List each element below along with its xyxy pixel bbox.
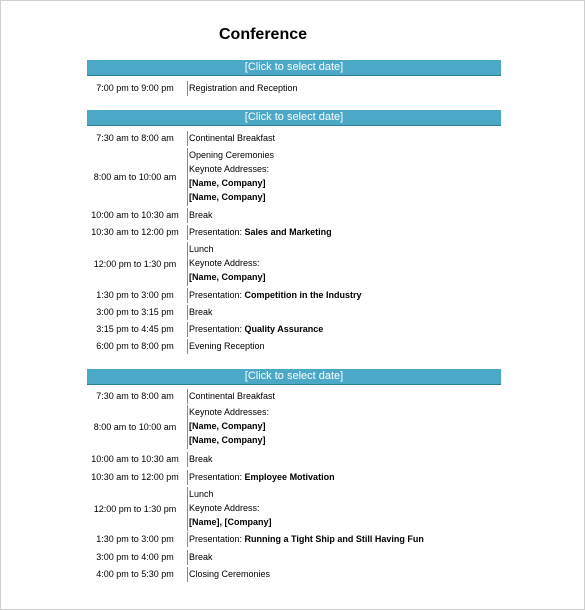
schedule-row xyxy=(87,389,501,404)
activity-line: Lunch xyxy=(189,244,214,254)
activity-bold-text: Quality Assurance xyxy=(244,324,324,334)
activity-line: Presentation: Sales and Marketing xyxy=(189,227,332,237)
schedule-row xyxy=(87,131,501,146)
activity-line xyxy=(188,190,274,204)
time-slot: 7:00 pm to 9:00 pm xyxy=(96,83,174,93)
time-slot: 12:00 pm to 1:30 pm xyxy=(93,503,177,514)
schedule-row xyxy=(87,567,501,582)
activity-line: Evening Reception xyxy=(189,341,265,351)
activity-line: Break xyxy=(189,552,213,562)
activity-line xyxy=(188,176,274,190)
day-date-header[interactable]: [Click to select date] xyxy=(87,110,501,126)
activity-bold-text: [Name, Company] xyxy=(189,272,266,282)
activity-line xyxy=(188,433,269,447)
time-slot: 1:30 pm to 3:00 pm xyxy=(96,290,174,300)
activity-cell xyxy=(187,81,298,96)
time-slot: 3:15 pm to 4:45 pm xyxy=(96,324,174,334)
activity-cell xyxy=(187,148,274,206)
activity-bold-text: [Name, Company] xyxy=(189,178,266,188)
time-slot: 3:00 pm to 4:00 pm xyxy=(96,552,174,562)
activity-line: Break xyxy=(189,454,213,464)
time-slot: 1:30 pm to 3:00 pm xyxy=(96,534,174,544)
activity-line: Keynote Address: xyxy=(189,258,260,268)
activity-line: Opening Ceremonies xyxy=(189,150,275,160)
time-slot: 10:00 am to 10:30 am xyxy=(91,210,179,220)
activity-line xyxy=(188,515,272,529)
activity-bold-text: [Name, Company] xyxy=(189,421,266,431)
time-slot: 6:00 pm to 8:00 pm xyxy=(96,341,174,351)
activity-line: Keynote Addresses: xyxy=(189,164,270,174)
activity-cell xyxy=(187,305,213,320)
time-slot: 3:00 pm to 3:15 pm xyxy=(96,307,174,317)
activity-bold-text: Sales and Marketing xyxy=(244,227,332,237)
activity-line: Presentation: Employee Motivation xyxy=(189,472,335,482)
schedule-row xyxy=(87,242,501,286)
page-title: Conference xyxy=(218,26,308,43)
activity-cell xyxy=(187,288,362,303)
schedule-row xyxy=(87,148,501,206)
activity-cell xyxy=(187,242,266,286)
activity-cell xyxy=(187,389,275,404)
activity-line: Continental Breakfast xyxy=(189,391,276,401)
activity-line: Presentation: Running a Tight Ship and Still Having Fun xyxy=(189,534,424,544)
activity-cell xyxy=(187,225,332,240)
time-slot: 4:00 pm to 5:30 pm xyxy=(96,569,174,579)
schedule-row xyxy=(87,225,501,240)
time-slot: 8:00 am to 10:00 am xyxy=(93,421,177,432)
activity-cell xyxy=(187,131,275,146)
activity-line: Break xyxy=(189,307,213,317)
activity-bold-text: Competition in the Industry xyxy=(244,290,362,300)
schedule-row xyxy=(87,487,501,531)
activity-line: Presentation: Competition in the Industry xyxy=(189,290,362,300)
schedule-row xyxy=(87,339,501,354)
activity-cell xyxy=(187,487,272,531)
activity-line: Closing Ceremonies xyxy=(189,569,271,579)
activity-bold-text: Employee Motivation xyxy=(244,472,335,482)
activity-cell xyxy=(187,550,213,565)
activity-cell xyxy=(187,470,335,485)
activity-bold-text: Running a Tight Ship and Still Having Fun xyxy=(244,534,424,544)
schedule-row xyxy=(87,208,501,223)
activity-line: Lunch xyxy=(189,489,214,499)
activity-line: Keynote Addresses: xyxy=(189,407,270,417)
schedule-row xyxy=(87,305,501,320)
activity-bold-text: [Name], [Company] xyxy=(189,517,272,527)
activity-cell xyxy=(187,339,265,354)
activity-cell xyxy=(187,532,424,547)
day-date-header[interactable]: [Click to select date] xyxy=(87,369,501,385)
schedule-row xyxy=(87,452,501,467)
schedule-row xyxy=(87,405,501,449)
time-slot: 10:30 am to 12:00 pm xyxy=(91,472,179,482)
day-date-header[interactable]: [Click to select date] xyxy=(87,60,501,76)
time-slot: 7:30 am to 8:00 am xyxy=(96,391,174,401)
time-slot: 7:30 am to 8:00 am xyxy=(96,133,174,143)
schedule-row xyxy=(87,470,501,485)
time-slot: 10:30 am to 12:00 pm xyxy=(91,227,179,237)
schedule-row xyxy=(87,322,501,337)
schedule-row xyxy=(87,288,501,303)
activity-bold-text: [Name, Company] xyxy=(189,192,266,202)
time-slot: 8:00 am to 10:00 am xyxy=(93,171,177,182)
activity-cell xyxy=(187,322,323,337)
schedule-row xyxy=(87,550,501,565)
activity-line: Keynote Address: xyxy=(189,503,260,513)
activity-line: Registration and Reception xyxy=(189,83,298,93)
time-slot: 12:00 pm to 1:30 pm xyxy=(93,258,177,269)
activity-bold-text: [Name, Company] xyxy=(189,435,266,445)
schedule-row xyxy=(87,532,501,547)
activity-cell xyxy=(187,452,213,467)
activity-line xyxy=(188,270,266,284)
activity-line xyxy=(188,419,269,433)
time-slot: 10:00 am to 10:30 am xyxy=(91,454,179,464)
activity-line: Presentation: Quality Assurance xyxy=(189,324,324,334)
activity-cell xyxy=(187,405,269,449)
activity-line: Break xyxy=(189,210,213,220)
schedule-row xyxy=(87,81,501,96)
activity-line: Continental Breakfast xyxy=(189,133,276,143)
activity-cell xyxy=(187,208,213,223)
activity-cell xyxy=(187,567,270,582)
